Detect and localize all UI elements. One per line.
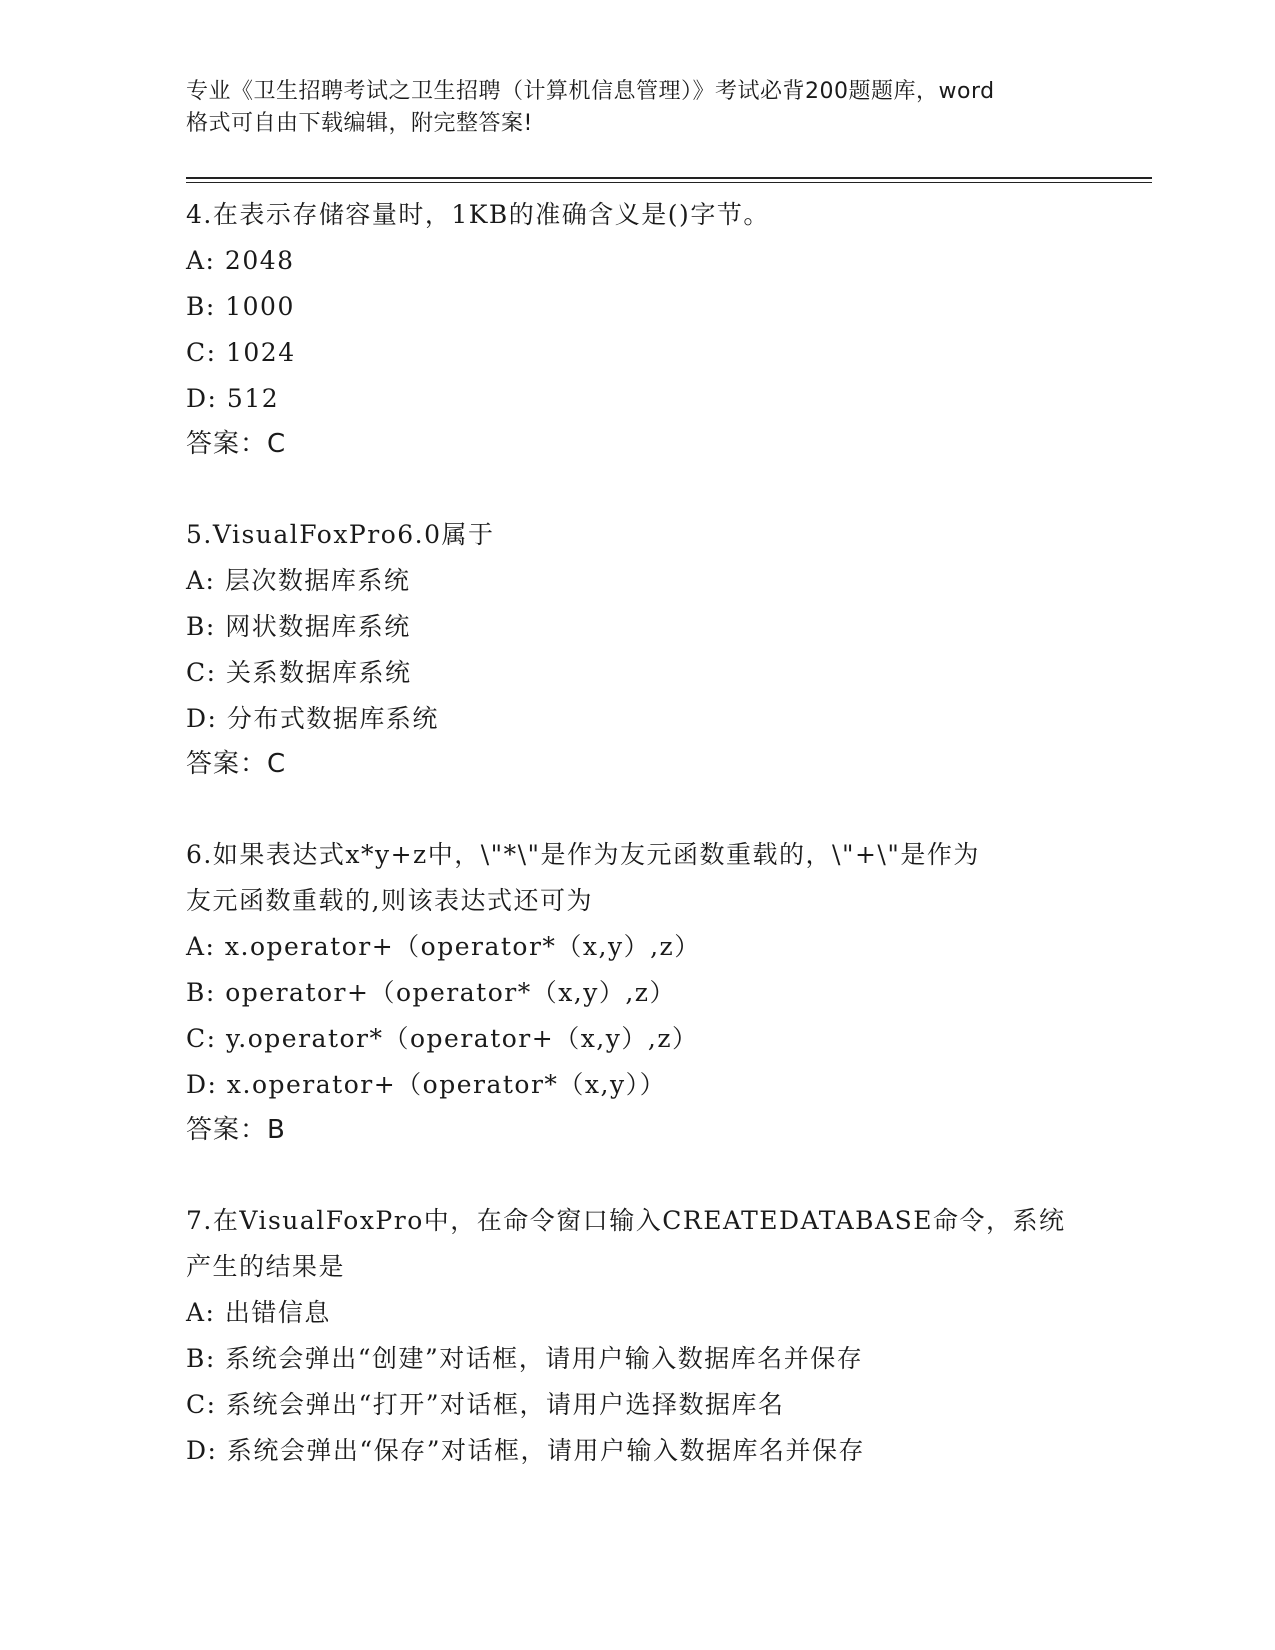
option-c: C: 关系数据库系统	[186, 658, 412, 687]
question-list	[186, 192, 1086, 1520]
question-stem: 6.如果表达式x*y+z中，\"*\"是作为友元函数重载的，\"+\"是作为	[186, 840, 980, 869]
header-divider-thick	[186, 177, 1152, 179]
option-d: D: 系统会弹出“保存”对话框，请用户输入数据库名并保存	[186, 1436, 865, 1465]
question-stem: 5.VisualFoxPro6.0属于	[186, 520, 495, 549]
question-stem-continued: 友元函数重载的,则该表达式还可为	[186, 886, 593, 915]
question-4	[186, 192, 1086, 466]
option-c: C: 系统会弹出“打开”对话框，请用户选择数据库名	[186, 1390, 785, 1419]
option-d: D: x.operator+（operator*（x,y））	[186, 1070, 667, 1099]
option-b: B: 网状数据库系统	[186, 612, 411, 641]
answer-line: 答案：C	[186, 429, 287, 459]
answer-line: 答案：C	[186, 749, 287, 779]
question-5	[186, 512, 1086, 786]
header-line-1: 专业《卫生招聘考试之卫生招聘（计算机信息管理）》考试必背200题题库，word	[186, 79, 995, 104]
option-a: A: 2048	[186, 246, 295, 275]
header-divider-thin	[186, 182, 1152, 183]
option-d: D: 512	[186, 384, 280, 413]
option-a: A: 层次数据库系统	[186, 566, 411, 595]
answer-line: 答案：B	[186, 1115, 286, 1145]
question-stem-continued: 产生的结果是	[186, 1252, 346, 1281]
option-b: B: 1000	[186, 292, 295, 321]
option-c: C: 1024	[186, 338, 296, 367]
document-header	[186, 76, 1086, 140]
option-b: B: 系统会弹出“创建”对话框，请用户输入数据库名并保存	[186, 1344, 864, 1373]
question-7	[186, 1198, 1086, 1474]
question-6	[186, 832, 1086, 1152]
option-a: A: 出错信息	[186, 1298, 331, 1327]
option-d: D: 分布式数据库系统	[186, 704, 439, 733]
option-a: A: x.operator+（operator*（x,y）,z）	[186, 932, 701, 961]
header-line-2: 格式可自由下载编辑，附完整答案!	[186, 111, 533, 136]
question-stem: 4.在表示存储容量时，1KB的准确含义是()字节。	[186, 200, 770, 229]
option-b: B: operator+（operator*（x,y）,z）	[186, 978, 676, 1007]
question-stem: 7.在VisualFoxPro中，在命令窗口输入CREATEDATABASE命令，系统	[186, 1206, 1066, 1235]
option-c: C: y.operator*（operator+（x,y）,z）	[186, 1024, 699, 1053]
